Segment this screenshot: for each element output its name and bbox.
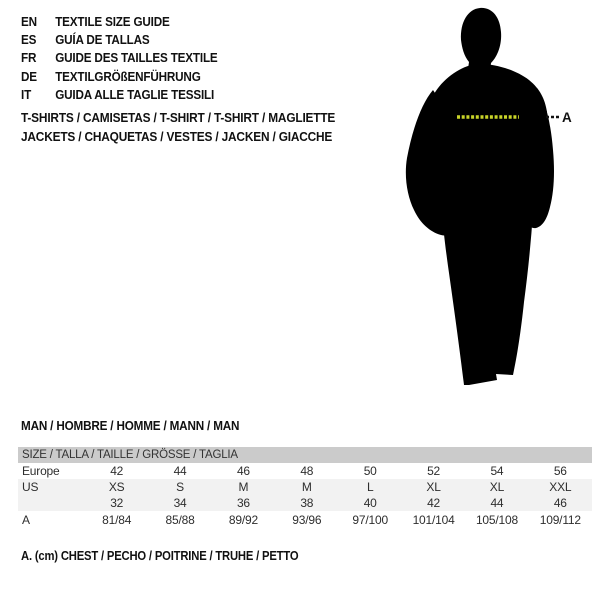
language-code: DE (21, 68, 37, 84)
table-cell: 34 (173, 496, 187, 510)
table-cell: 46 (553, 496, 567, 510)
table-cell: M (238, 480, 249, 494)
table-cell: XS (108, 480, 125, 494)
section-heading-man: MAN / HOMBRE / HOMME / MANN / MAN (21, 418, 240, 433)
language-label: TEXTILE SIZE GUIDE (55, 14, 170, 29)
table-cell: 105/108 (475, 513, 518, 527)
table-cell: 42 (427, 496, 441, 510)
row-label (18, 495, 85, 511)
table-cell: 32 (110, 496, 124, 510)
table-cell: XL (489, 480, 505, 494)
language-code: ES (21, 32, 37, 48)
table-cell: 89/92 (228, 513, 258, 527)
table-cell: M (301, 480, 312, 494)
table-cell: 52 (427, 464, 441, 478)
table-cell: 44 (173, 464, 187, 478)
language-label: GUÍA DE TALLAS (55, 32, 150, 48)
table-cell: S (176, 480, 184, 494)
row-label: A (22, 513, 30, 527)
size-table (18, 447, 592, 529)
table-cell: 85/88 (165, 513, 195, 527)
table-cell: 48 (300, 464, 314, 478)
table-cell: XXL (549, 480, 572, 494)
table-cell: L (366, 480, 374, 494)
table-cell: 50 (363, 464, 377, 478)
table-cell: 109/112 (539, 513, 581, 527)
row-label: US (22, 480, 39, 494)
category-line-jackets: JACKETS / CHAQUETAS / VESTES / JACKEN / GIACCHE (21, 129, 333, 144)
language-label: TEXTILGRÖßENFÜHRUNG (55, 68, 201, 84)
table-cell: 101/104 (412, 513, 455, 527)
table-cell: 81/84 (102, 513, 132, 527)
row-label: Europe (22, 464, 60, 478)
table-cell: 56 (553, 464, 567, 478)
size-table-header-row (18, 447, 592, 463)
table-cell: XL (426, 480, 441, 494)
table-row-chest-cm (18, 511, 592, 529)
language-code: IT (21, 86, 32, 102)
table-cell: 54 (490, 464, 504, 478)
table-cell: 93/96 (292, 513, 322, 527)
man-silhouette (406, 8, 554, 385)
language-code: EN (21, 14, 37, 29)
table-cell: 97/100 (352, 513, 388, 527)
table-cell: 46 (236, 464, 250, 478)
table-cell: 42 (110, 464, 124, 478)
table-cell: 38 (300, 496, 314, 510)
category-line-tshirts: T-SHIRTS / CAMISETAS / T-SHIRT / T-SHIRT / MAGLIETTE (21, 110, 336, 125)
table-row-alt-sizes (18, 495, 592, 511)
table-cell: 44 (490, 496, 504, 510)
language-label: GUIDA ALLE TAGLIE TESSILI (55, 86, 215, 102)
language-label: GUIDE DES TAILLES TEXTILE (55, 50, 218, 66)
table-cell: 36 (236, 496, 250, 510)
language-code: FR (21, 50, 37, 66)
measure-footnote: A. (cm) CHEST / PECHO / POITRINE / TRUHE / PETTO (21, 549, 299, 563)
table-row-us (18, 479, 592, 495)
size-table-header: SIZE / TALLA / TAILLE / GRÖSSE / TAGLIA (18, 447, 592, 463)
measure-label-a: A (562, 110, 572, 125)
table-cell: 40 (363, 496, 377, 510)
table-row-europe (18, 463, 592, 479)
